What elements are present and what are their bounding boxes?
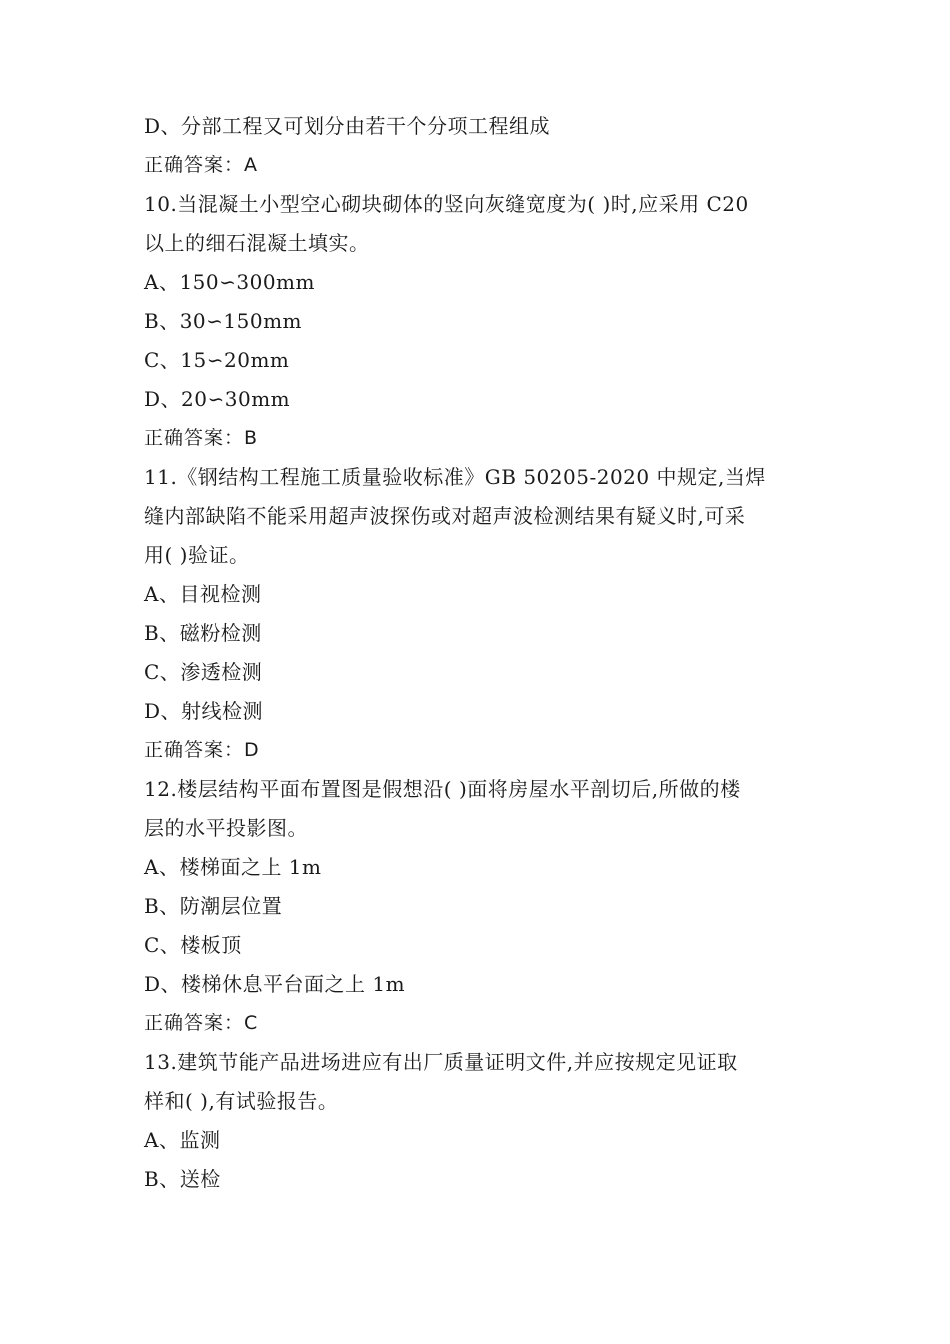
option-line: C、渗透检测 xyxy=(144,660,263,684)
question-line: 11.《钢结构工程施工质量验收标准》GB 50205-2020 中规定,当焊 xyxy=(144,465,766,489)
option-line: C、楼板顶 xyxy=(144,933,242,957)
question-line: 缝内部缺陷不能采用超声波探伤或对超声波检测结果有疑义时,可采 xyxy=(144,504,746,528)
option-line: B、磁粉检测 xyxy=(144,621,262,645)
option-line: D、楼梯休息平台面之上 1m xyxy=(144,972,406,996)
answer-line: 正确答案：A xyxy=(144,154,258,176)
option-line: A、150∽300mm xyxy=(144,270,315,294)
question-line: 12.楼层结构平面布置图是假想沿( )面将房屋水平剖切后,所做的楼 xyxy=(144,777,741,801)
question-line: 10.当混凝土小型空心砌块砌体的竖向灰缝宽度为( )时,应采用 C20 xyxy=(144,192,749,216)
answer-line: 正确答案：C xyxy=(144,1012,259,1034)
question-line: 以上的细石混凝土填实。 xyxy=(144,231,370,255)
option-line: D、射线检测 xyxy=(144,699,264,723)
question-line: 13.建筑节能产品进场进应有出厂质量证明文件,并应按规定见证取 xyxy=(144,1050,738,1074)
option-line: B、30∽150mm xyxy=(144,309,303,333)
answer-line: 正确答案：D xyxy=(144,739,260,761)
option-line: B、送检 xyxy=(144,1167,221,1191)
answer-line: 正确答案：B xyxy=(144,427,259,449)
question-line: 层的水平投影图。 xyxy=(144,816,308,840)
option-line: D、分部工程又可划分由若干个分项工程组成 xyxy=(144,114,551,138)
option-line: A、楼梯面之上 1m xyxy=(144,855,322,879)
option-line: B、防潮层位置 xyxy=(144,894,283,918)
question-line: 用( )验证。 xyxy=(144,543,250,567)
option-line: A、监测 xyxy=(144,1128,221,1152)
option-line: D、20∽30mm xyxy=(144,387,291,411)
option-line: C、15∽20mm xyxy=(144,348,290,372)
option-line: A、目视检测 xyxy=(144,582,262,606)
question-line: 样和( ),有试验报告。 xyxy=(144,1089,339,1113)
